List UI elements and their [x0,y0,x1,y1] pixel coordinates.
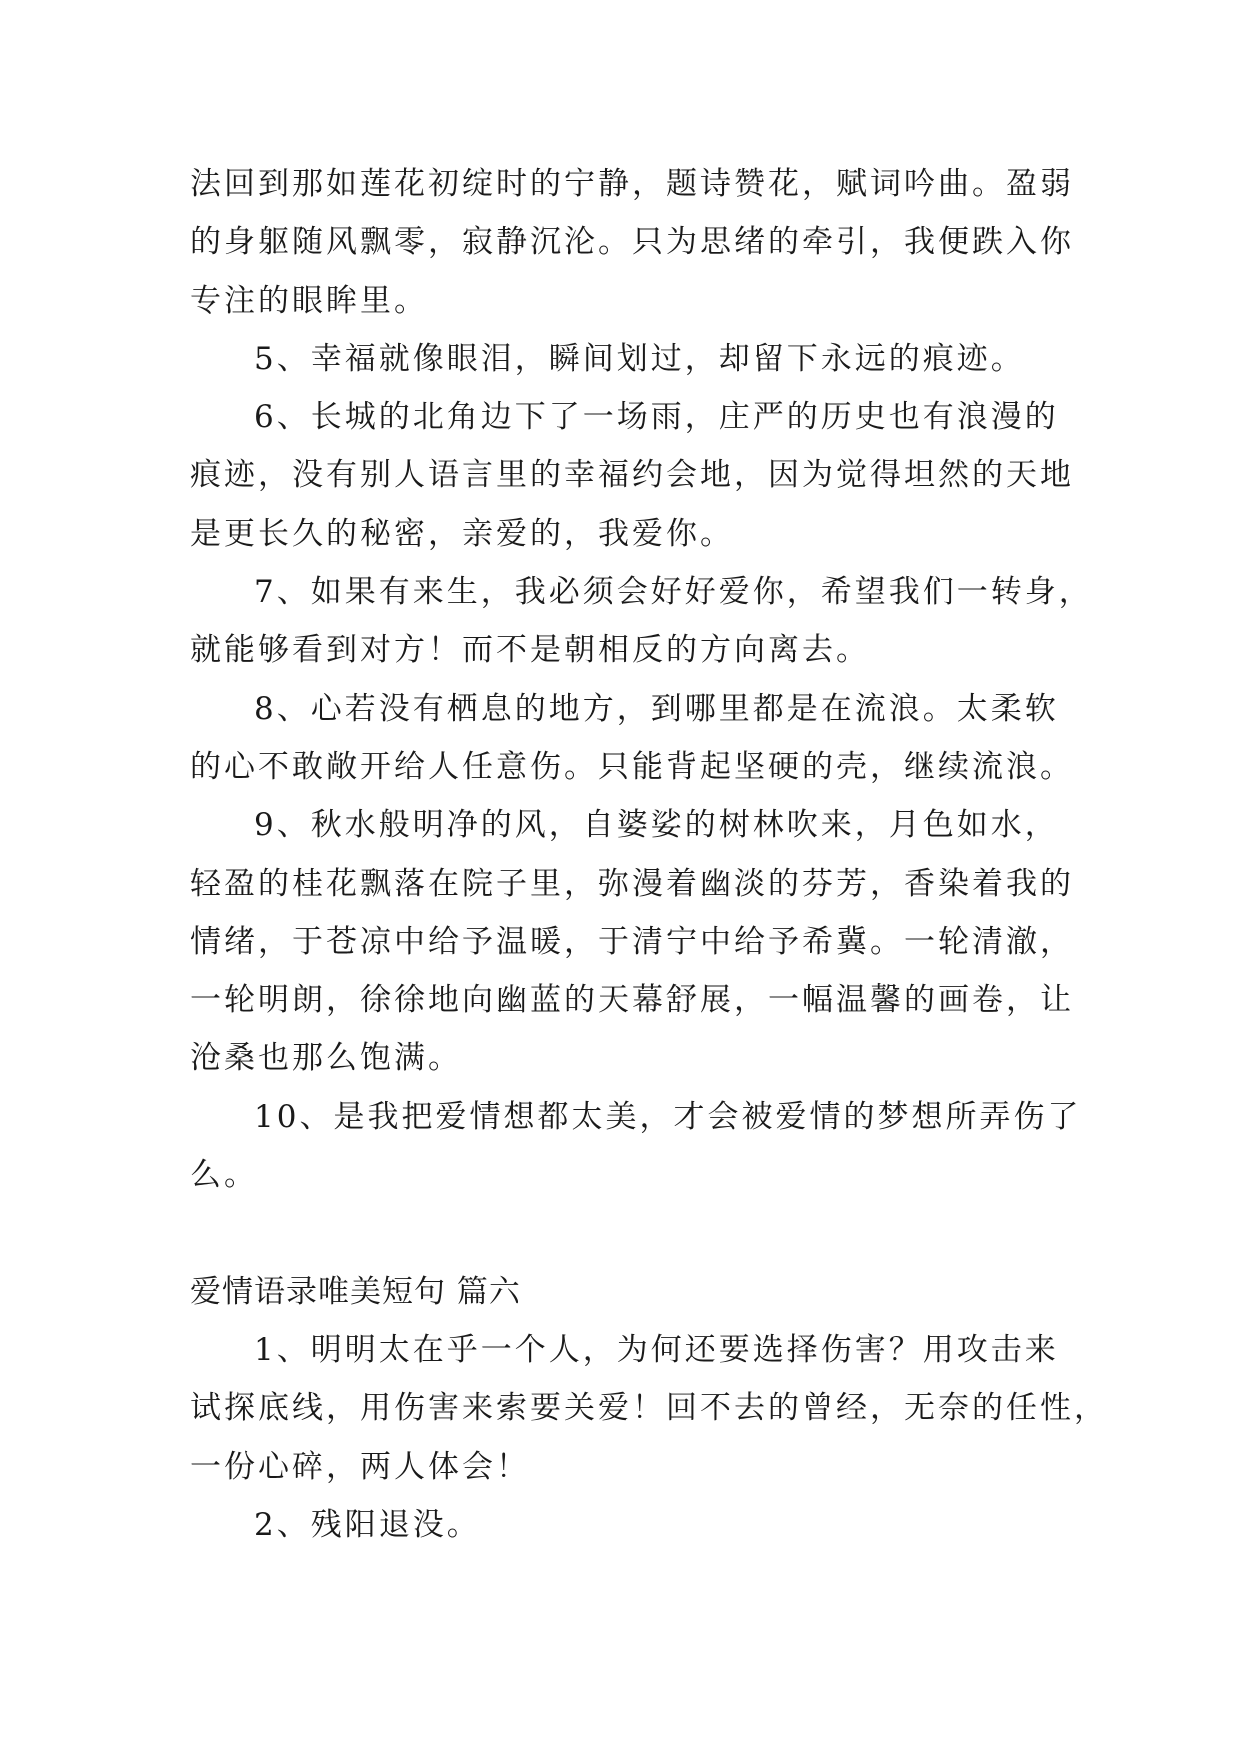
text-line: 一轮明朗，徐徐地向幽蓝的天幕舒展，一幅温馨的画卷，让 [190,982,1074,1019]
document-body [190,155,1108,1554]
text-line: 一份心碎，两人体会！ [190,1448,530,1485]
text-line: 专注的眼眸里。 [190,282,428,319]
text-line: 沧桑也那么饱满。 [190,1040,462,1077]
text-line: 9、秋水般明净的风，自婆娑的树林吹来，月色如水， [254,807,1059,844]
text-line: 10、是我把爱情想都太美，才会被爱情的梦想所弄伤了 [254,1098,1082,1135]
text-line: 的心不敢敞开给人任意伤。只能背起坚硬的壳，继续流浪。 [190,748,1074,785]
text-line: 是更长久的秘密，亲爱的，我爱你。 [190,515,734,552]
text-line: 试探底线，用伤害来索要关爱！回不去的曾经，无奈的任性， [190,1390,1108,1427]
section-heading: 爱情语录唯美短句 篇六 [190,1273,521,1310]
text-line: 痕迹，没有别人语言里的幸福约会地，因为觉得坦然的天地 [190,457,1074,494]
text-line: 的身躯随风飘零，寂静沉沦。只为思绪的牵引，我便跌入你 [190,224,1074,261]
text-line: 么。 [190,1157,258,1194]
section-spacer [190,1204,1070,1262]
text-line: 5、幸福就像眼泪，瞬间划过，却留下永远的痕迹。 [254,340,1025,377]
text-line: 情绪，于苍凉中给予温暖，于清宁中给予希冀。一轮清澈， [190,923,1074,960]
text-line: 8、心若没有栖息的地方，到哪里都是在流浪。太柔软 [254,690,1059,727]
text-line: 7、如果有来生，我必须会好好爱你，希望我们一转身， [254,574,1093,611]
text-line: 6、长城的北角边下了一场雨，庄严的历史也有浪漫的 [254,399,1059,436]
text-line: 法回到那如莲花初绽时的宁静，题诗赞花，赋词吟曲。盈弱 [190,166,1074,202]
text-line: 1、明明太在乎一个人，为何还要选择伤害？用攻击来 [254,1331,1059,1368]
text-line: 就能够看到对方！而不是朝相反的方向离去。 [190,632,870,669]
text-line: 轻盈的桂花飘落在院子里，弥漫着幽淡的芬芳，香染着我的 [190,865,1074,902]
text-line: 2、残阳退没。 [254,1506,481,1543]
